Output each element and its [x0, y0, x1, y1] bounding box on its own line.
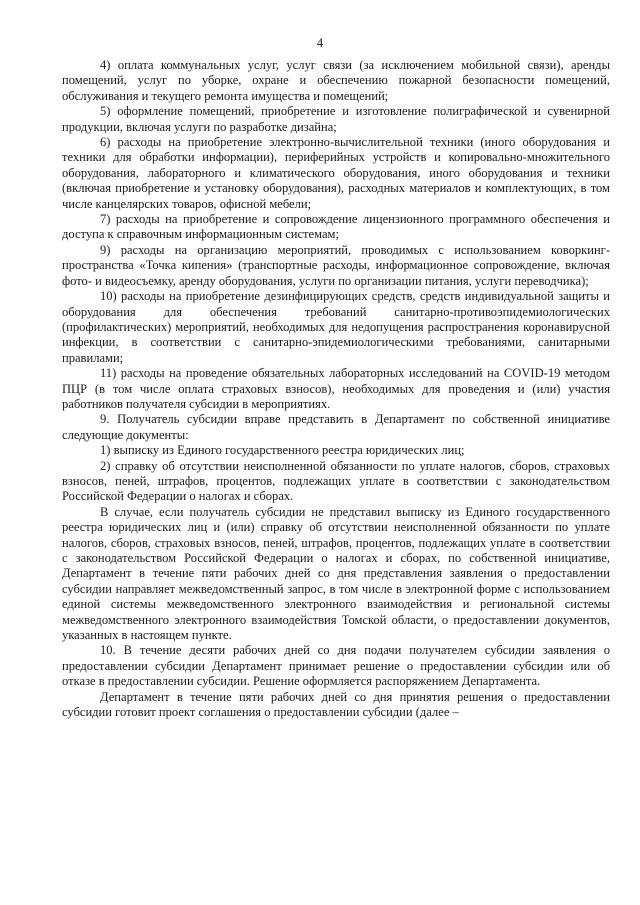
paragraph-item-4: 4) оплата коммунальных услуг, услуг связи (за исключением мобильной связи), аренды помещений, услуг по уборке, охране и обеспечению пожарной безопасности помещений, обслуживания и текущего ремонта имущества и помещений;: [62, 58, 610, 103]
paragraph-clause-9: 9. Получатель субсидии вправе представить в Департамент по собственной инициативе следующие документы:: [62, 412, 610, 442]
paragraph-item-5: 5) оформление помещений, приобретение и изготовление полиграфической и сувенирной продукции, включая услуги по разработке дизайна;: [62, 104, 610, 134]
paragraph-item-6: 6) расходы на приобретение электронно-вычислительной техники (иного оборудования и техники для обработки информации), периферийных устройств и копировально-множительного оборудования, лабораторного и климатического оборудования, иного оборудования и техники (включая приобретение и установку оборудования), расходных материалов и комплектующих, в том числе канцелярских товаров, офисной мебели;: [62, 135, 610, 211]
paragraph-doc-2: 2) справку об отсутствии неисполненной обязанности по уплате налогов, сборов, страховых взносов, пеней, штрафов, процентов, подлежащих уплате в соответствии с законодательством Российской Федерации о налогах и сборах.: [62, 458, 610, 504]
paragraph-item-7: 7) расходы на приобретение и сопровождение лицензионного программного обеспечения и доступа к справочным информационным системам;: [62, 212, 610, 242]
paragraph-doc-1: 1) выписку из Единого государственного реестра юридических лиц;: [100, 443, 465, 458]
paragraph-item-9: 9) расходы на организацию мероприятий, проводимых с использованием коворкинг-пространства «Точка кипения» (транспортные расходы, информационное сопровождение, включая фото- и видеосъемку, аренду оборудования, услуги по организации питания, услуги переводчика);: [62, 242, 610, 288]
paragraph-clause-10: 10. В течение десяти рабочих дней со дня подачи получателем субсидии заявления о предоставлении субсидии Департамент принимает решение о предоставлении субсидии или об отказе в предоставлении субсидии. Решение оформляется распоряжением Департамента.: [62, 643, 610, 689]
document-body: [62, 58, 610, 720]
paragraph-item-10: 10) расходы на приобретение дезинфицирующих средств, средств индивидуальной защиты и оборудования для обеспечения требований санитарно-противоэпидемиологических (профилактических) мероприятий, необходимых для недопущения распространения коронавирусной инфекции, в соответствии с санитарно-эпидемиологическими требованиями, санитарными правилами;: [62, 289, 610, 365]
paragraph-interagency-request: В случае, если получатель субсидии не представил выписку из Единого государственного реестра юридических лиц и (или) справку об отсутствии неисполненной обязанности по уплате налогов, сборов, страховых взносов, пеней, штрафов, процентов, подлежащих уплате в соответствии с законодательством Российской Федерации о налогах и сборах, по собственной инициативе, Департамент в течение пяти рабочих дней со дня представления заявления о предоставлении субсидии направляет межведомственный запрос, в том числе в электронной форме с использованием единой системы межведомственного электронного взаимодействия и региональной системы межведомственного электронного взаимодействия Томской области, о предоставлении документов, указанных в настоящем пункте.: [62, 504, 610, 643]
paragraph-item-11: 11) расходы на проведение обязательных лабораторных исследований на COVID-19 методом ПЦР (в том числе оплата страховых взносов), необходимых для проведения и (или) участия работников получателя субсидии в мероприятиях.: [62, 366, 610, 411]
paragraph-agreement-draft: Департамент в течение пяти рабочих дней со дня принятия решения о предоставлении субсидии готовит проект соглашения о предоставлении субсидии (далее –: [62, 689, 610, 720]
page-number: 4: [316, 36, 324, 50]
